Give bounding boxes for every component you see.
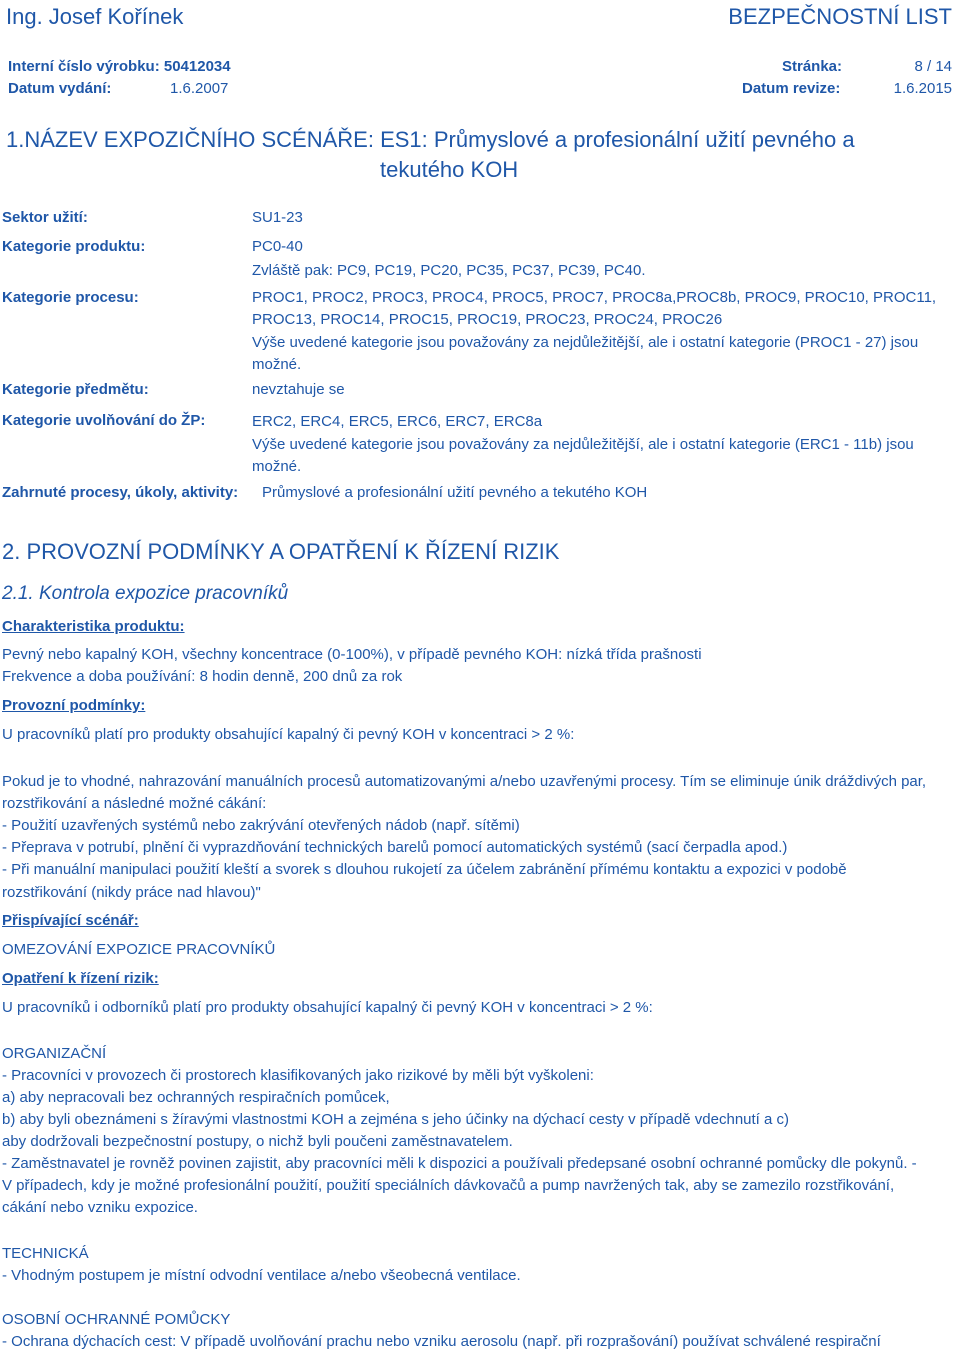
internal-number: Interní číslo výrobku: 50412034: [8, 58, 231, 75]
conditions-line-5: - Při manuální manipulaci použití kleští a svorek s dlouhou rukojetí za účelem zabránění přímému kontaktu a expozici v podobě: [2, 861, 847, 878]
label-product-characteristics: Charakteristika produktu:: [2, 618, 185, 635]
document-type: BEZPEČNOSTNÍ LIST: [728, 4, 952, 29]
value-process-category-4: možné.: [252, 356, 302, 373]
value-release-category-3: možné.: [252, 458, 302, 475]
org-line-5: - Zaměstnavatel je rovněž povinen zajistit, aby pracovníci měli k dispozici a používali předepsané osobní ochranné pomůcky dle pokynů. -: [2, 1155, 917, 1172]
section1-title-line2: tekutého KOH: [380, 157, 519, 182]
revision-label: Datum revize:: [742, 80, 841, 97]
org-line-3: b) aby byli obeznámeni s žíravými vlastnostmi KOH a zejména s jeho účinky na dýchací cesty v případě vdechnutí a c): [2, 1111, 790, 1128]
issued-value: 1.6.2007: [170, 80, 229, 97]
value-product-category-1: PC0-40: [252, 238, 303, 255]
label-product-category: Kategorie produktu:: [2, 238, 146, 255]
conditions-line-1: Pokud je to vhodné, nahrazování manuálních procesů automatizovanými a/nebo uzavřenými procesy. Tím se eliminuje únik dráždivých par,: [2, 773, 927, 790]
value-process-category-3: Výše uvedené kategorie jsou považovány za nejdůležitější, ale i ostatní kategorie (PROC1 - 27) jsou: [252, 334, 919, 351]
label-included-processes: Zahrnuté procesy, úkoly, aktivity:: [2, 484, 239, 501]
tech-line-1: - Vhodným postupem je místní odvodní ventilace a/nebo všeobecná ventilace.: [2, 1267, 521, 1284]
value-article-category: nevztahuje se: [252, 381, 345, 398]
label-operating-conditions: Provozní podmínky:: [2, 697, 146, 714]
measures-intro: U pracovníků i odborníků platí pro produkty obsahující kapalný či pevný KOH v koncentraci > 2 %:: [2, 999, 653, 1016]
value-product-category-2: Zvláště pak: PC9, PC19, PC20, PC35, PC37, PC39, PC40.: [252, 262, 646, 279]
conditions-line-4: - Přeprava v potrubí, plnění či vyprazdňování technických barelů pomocí automatických systémů (sací čerpadla apod.): [2, 839, 788, 856]
label-release-category: Kategorie uvolňování do ŽP:: [2, 412, 206, 429]
issued-label: Datum vydání:: [8, 80, 112, 97]
product-line-2: Frekvence a doba používání: 8 hodin denně, 200 dnů za rok: [2, 668, 403, 685]
company-name: Ing. Josef Kořínek: [6, 4, 184, 29]
value-process-category-2: PROC13, PROC14, PROC15, PROC19, PROC23, PROC24, PROC26: [252, 311, 723, 328]
org-heading: ORGANIZAČNÍ: [2, 1045, 107, 1062]
conditions-intro: U pracovníků platí pro produkty obsahující kapalný či pevný KOH v koncentraci > 2 %:: [2, 726, 575, 743]
revision-value: 1.6.2015: [893, 80, 952, 97]
page-value: 8 / 14: [914, 58, 952, 75]
value-sector-use: SU1-23: [252, 209, 303, 226]
page-label: Stránka:: [782, 58, 843, 75]
value-release-category-2: Výše uvedené kategorie jsou považovány za nejdůležitější, ale i ostatní kategorie (ERC1 - 11b) jsou: [252, 436, 914, 453]
conditions-line-3: - Použití uzavřených systémů nebo zakrývání otevřených nádob (např. sítěmi): [2, 817, 520, 834]
label-article-category: Kategorie předmětu:: [2, 381, 149, 398]
label-process-category: Kategorie procesu:: [2, 289, 139, 306]
product-line-1: Pevný nebo kapalný KOH, všechny koncentrace (0-100%), v případě pevného KOH: nízká třída prašnosti: [2, 646, 702, 663]
conditions-line-2: rozstřikování a následné možné cákání:: [2, 795, 267, 812]
contributing-scenario-value: OMEZOVÁNÍ EXPOZICE PRACOVNÍKŮ: [2, 941, 276, 958]
org-line-4: aby dodržovali bezpečnostní postupy, o nichž byli poučeni zaměstnavatelem.: [2, 1133, 513, 1150]
ppe-line-1: - Ochrana dýchacích cest: V případě uvolňování prachu nebo vzniku aerosolu (např. při rozprašování) používat schválené respirační: [2, 1333, 881, 1350]
section1-title-line1: 1.NÁZEV EXPOZIČNÍHO SCÉNÁŘE: ES1: Průmyslové a profesionální užití pevného a: [6, 127, 855, 152]
label-sector-use: Sektor užití:: [2, 209, 88, 226]
section2-subtitle: 2.1. Kontrola expozice pracovníků: [2, 583, 289, 604]
conditions-line-6: rozstřikování (nikdy práce nad hlavou)": [2, 884, 261, 901]
org-line-1: - Pracovníci v provozech či prostorech klasifikovaných jako rizikové by měli být vyškoleni:: [2, 1067, 594, 1084]
section2-title: 2. PROVOZNÍ PODMÍNKY A OPATŘENÍ K ŘÍZENÍ RIZIK: [2, 539, 560, 564]
org-line-7: cákání nebo vzniku expozice.: [2, 1199, 198, 1216]
org-line-2: a) aby nepracovali bez ochranných respiračních pomůcek,: [2, 1089, 390, 1106]
org-line-6: V případech, kdy je možné profesionální použití, použití speciálních dávkovačů a pump navržených tak, aby se zamezilo rozstřikování,: [2, 1177, 895, 1194]
label-contributing-scenario: Přispívající scénář:: [2, 912, 139, 929]
label-risk-measures: Opatření k řízení rizik:: [2, 970, 159, 987]
value-included-processes: Průmyslové a profesionální užití pevného a tekutého KOH: [262, 484, 648, 501]
ppe-heading: OSOBNÍ OCHRANNÉ POMŮCKY: [2, 1311, 231, 1328]
tech-heading: TECHNICKÁ: [2, 1245, 89, 1262]
value-process-category-1: PROC1, PROC2, PROC3, PROC4, PROC5, PROC7, PROC8a,PROC8b, PROC9, PROC10, PROC11,: [252, 289, 937, 306]
value-release-category-1: ERC2, ERC4, ERC5, ERC6, ERC7, ERC8a: [252, 413, 543, 430]
